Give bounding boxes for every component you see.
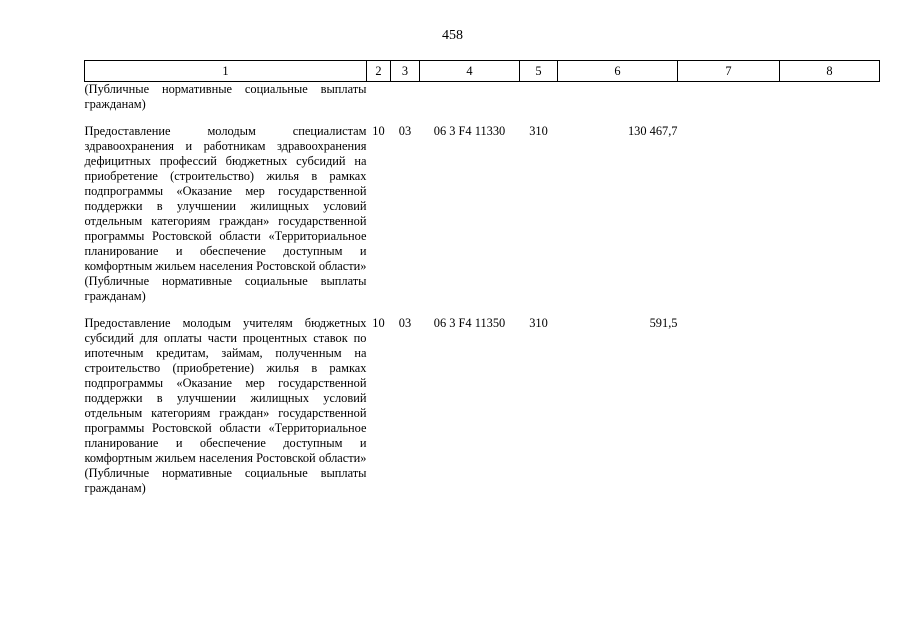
row-description: Предоставление молодым специалистам здравоохранения и работникам здравоохранения дефицитных профессий бюджетных субсидий на приобретение (строительство) жилья в рамках подпрограммы «Оказание мер государственной поддержки в улучшении жилищных условий отдельным категориям граждан» государственной программы Ростовской области «Территориальное планирование и обеспечение доступным и комфортным жильем населения Ростовской области» (Публичные нормативные социальные выплаты гражданам) <box>84 124 367 303</box>
table-row <box>85 316 880 496</box>
budget-table <box>84 60 880 496</box>
header-col-6: 6 <box>558 61 678 82</box>
header-col-5: 5 <box>520 61 558 82</box>
row-col7 <box>678 316 780 496</box>
row-expense-type: 310 <box>529 316 548 330</box>
row-section: 10 <box>372 316 385 330</box>
row-description: (Публичные нормативные социальные выплаты гражданам) <box>84 82 367 111</box>
row-target-code <box>420 82 520 113</box>
row-amount: 591,5 <box>649 316 678 330</box>
row-subsection: 03 <box>398 124 412 138</box>
row-section <box>367 82 391 113</box>
table-row <box>85 82 880 113</box>
row-col8 <box>780 82 880 113</box>
row-col7 <box>678 124 780 304</box>
header-col-8: 8 <box>780 61 880 82</box>
header-col-1: 1 <box>85 61 367 82</box>
row-target-code: 06 3 F4 11330 <box>433 124 506 138</box>
row-subsection <box>391 82 420 113</box>
row-col7 <box>678 82 780 113</box>
row-expense-type: 310 <box>529 124 548 138</box>
row-description: Предоставление молодым учителям бюджетных субсидий для оплаты части процентных ставок по ипотечным кредитам, займам, полученным на строительство (приобретение) жилья в рамках подпрограммы «Оказание мер государственной поддержки в улучшении жилищных условий отдельным категориям граждан» государственной программы Ростовской области «Территориальное планирование и обеспечение доступным и комфортным жильем населения Ростовской области» (Публичные нормативные социальные выплаты гражданам) <box>84 316 367 495</box>
header-col-4: 4 <box>420 61 520 82</box>
header-col-3: 3 <box>391 61 420 82</box>
row-amount <box>558 82 678 113</box>
page-number: 458 <box>442 28 463 43</box>
header-col-2: 2 <box>367 61 391 82</box>
row-spacer <box>85 112 880 124</box>
table-row <box>85 124 880 304</box>
row-amount: 130 467,7 <box>627 124 678 138</box>
header-row <box>85 61 880 82</box>
row-subsection: 03 <box>398 316 412 330</box>
row-col8 <box>780 316 880 496</box>
header-col-7: 7 <box>678 61 780 82</box>
row-target-code: 06 3 F4 11350 <box>433 316 506 330</box>
row-section: 10 <box>372 124 385 138</box>
row-col8 <box>780 124 880 304</box>
row-expense-type <box>520 82 558 113</box>
row-spacer <box>85 304 880 316</box>
